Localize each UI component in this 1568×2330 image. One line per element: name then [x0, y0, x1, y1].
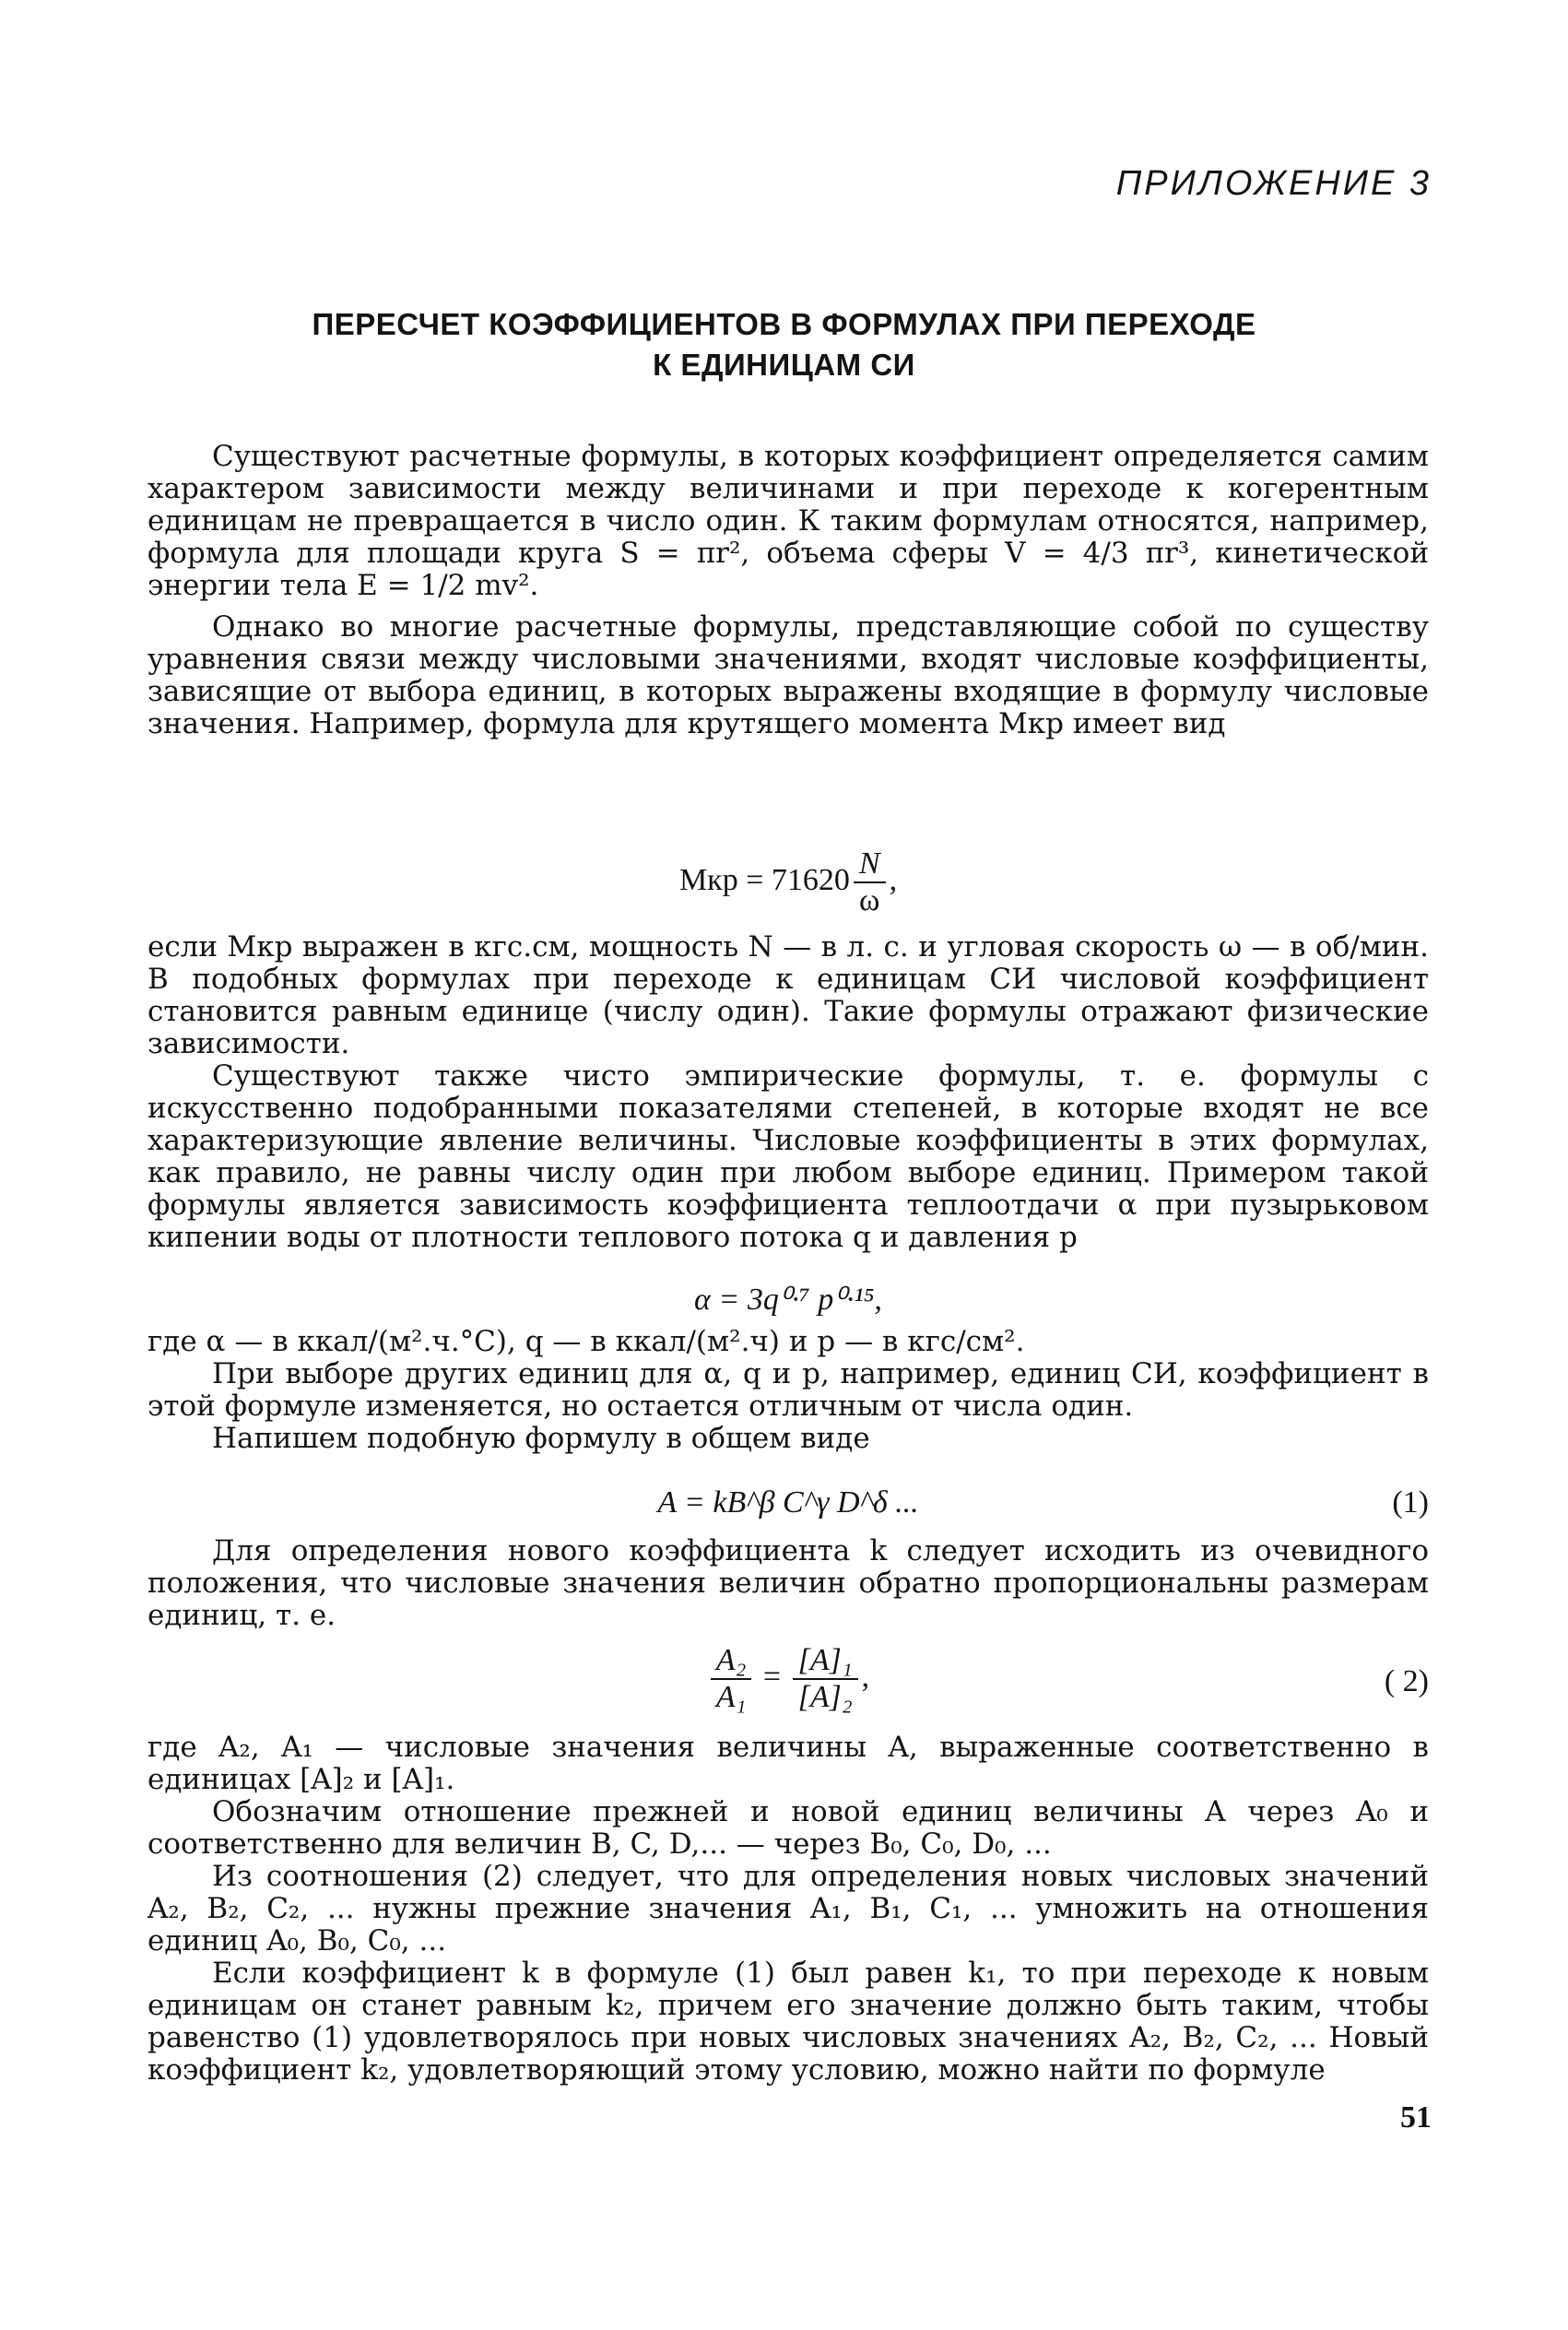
title-line-1: ПЕРЕСЧЕТ КОЭФФИЦИЕНТОВ В ФОРМУЛАХ ПРИ ПЕРЕХОДЕ [312, 307, 1256, 341]
formula-torque-denominator: ω [859, 883, 880, 917]
formula-general [147, 1484, 1429, 1521]
page-number: 51 [1400, 2100, 1432, 2135]
formula-torque-lhs: Mкр = 71620 [678, 862, 850, 897]
formula-torque-numerator: N [854, 846, 886, 883]
paragraph-p11: Из соотношения (2) следует, что для определения новых числовых значений A₂, B₂, C₂, ... нужны прежние значения A₁, B₁, C₁, ... умножить на отношения единиц A₀, B₀, C₀, ... [147, 1860, 1429, 1957]
formula-ratio-right-den: [A]₂ [797, 1680, 853, 1714]
paragraph-p1: Существуют расчетные формулы, в которых коэффициент определяется самим характером зависимости между величинами и при переходе к когерентным единицам не превращается в число один. К таким формулам относятся, например, формула для площади круга S = πr², объема сферы V = 4/3 πr³, кинетической энергии тела E = 1/2 mv². [147, 440, 1429, 602]
appendix-heading: ПРИЛОЖЕНИЕ 3 [1115, 164, 1432, 203]
formula-ratio-equals: = [762, 1659, 782, 1694]
formula-general-text: A = kB^β C^γ D^δ ... [657, 1485, 919, 1520]
formula-ratio-left [711, 1643, 752, 1715]
formula-ratio-left-den: A₁ [715, 1680, 747, 1714]
paragraph-p3: если Mкр выражен в кгс.см, мощность N — в л. с. и угловая скорость ω — в об/мин. В подобных формулах при переходе к единицам СИ числовой коэффициент становится равным единице (числу один). Такие формулы отражают физические зависимости. [147, 930, 1429, 1060]
paragraph-p6: При выборе других единиц для α, q и p, например, единиц СИ, коэффициент в этой формуле изменяется, но остается отличным от числа один. [147, 1357, 1429, 1423]
paragraph-p7: Напишем подобную формулу в общем виде [212, 1422, 870, 1455]
paragraph-p8: Для определения нового коэффициента k следует исходить из очевидного положения, что числовые значения величин обратно пропорциональны размерам единиц, т. е. [147, 1534, 1429, 1632]
formula-ratio-right-num: [A]₁ [793, 1643, 858, 1680]
paragraph-block-3 [147, 1326, 1429, 1455]
paragraph-block-1 [147, 441, 1429, 740]
paragraph-p4: Существуют также чисто эмпирические формулы, т. е. формулы с искусственно подобранными показателями степеней, в которые входят не все характеризующие явление величины. Числовые коэффициенты в этих формулах, как правило, не равны числу один при любом выборе единиц. Примером такой формулы является зависимость коэффициента теплоотдачи α при пузырьковом кипении воды от плотности теплового потока q и давления p [147, 1059, 1429, 1254]
equation-number-2: ( 2) [1384, 1664, 1429, 1698]
paragraph-block-2 [147, 931, 1429, 1254]
equation-number-1: (1) [1392, 1485, 1429, 1520]
formula-ratio-right [793, 1643, 858, 1715]
formula-ratio-tail: , [861, 1659, 870, 1694]
paragraph-p10: Обозначим отношение прежней и новой единиц величины A через A₀ и соответственно для величин B, C, D,... — через B₀, C₀, D₀, ... [147, 1795, 1429, 1861]
formula-torque-fraction [854, 846, 886, 918]
paragraph-p2: Однако во многие расчетные формулы, представляющие собой по существу уравнения связи между числовыми значениями, входят числовые коэффициенты, зависящие от выбора единиц, в которых выражены входящие в формулу числовые значения. Например, формула для крутящего момента Mкр имеет вид [147, 610, 1429, 740]
paragraph-block-4 [147, 1535, 1429, 1632]
formula-ratio-left-num: A₂ [711, 1643, 752, 1680]
paragraph-block-5 [147, 1732, 1429, 2087]
paragraph-p5: где α — в ккал/(м².ч.°С), q — в ккал/(м².ч) и p — в кгс/см². [147, 1325, 1025, 1358]
formula-alpha [147, 1282, 1429, 1319]
title-line-2: К ЕДИНИЦАМ СИ [653, 348, 915, 382]
paragraph-p9: где A₂, A₁ — числовые значения величины A, выраженные соответственно в единицах [A]₂ и [A]₁. [147, 1731, 1429, 1796]
formula-torque [147, 846, 1429, 918]
formula-torque-tail: , [889, 862, 898, 897]
page-title [0, 304, 1568, 385]
paragraph-p12: Если коэффициент k в формуле (1) был равен k₁, то при переходе к новым единицам он станет равным k₂, причем его значение должно быть таким, чтобы равенство (1) удовлетворялось при новых числовых значениях A₂, B₂, C₂, ... Новый коэффициент k₂, удовлетворяющий этому условию, можно найти по формуле [147, 1957, 1429, 2087]
formula-alpha-text: α = 3q⁰·⁷ p⁰·¹⁵, [694, 1283, 882, 1317]
formula-ratio [147, 1643, 1429, 1715]
